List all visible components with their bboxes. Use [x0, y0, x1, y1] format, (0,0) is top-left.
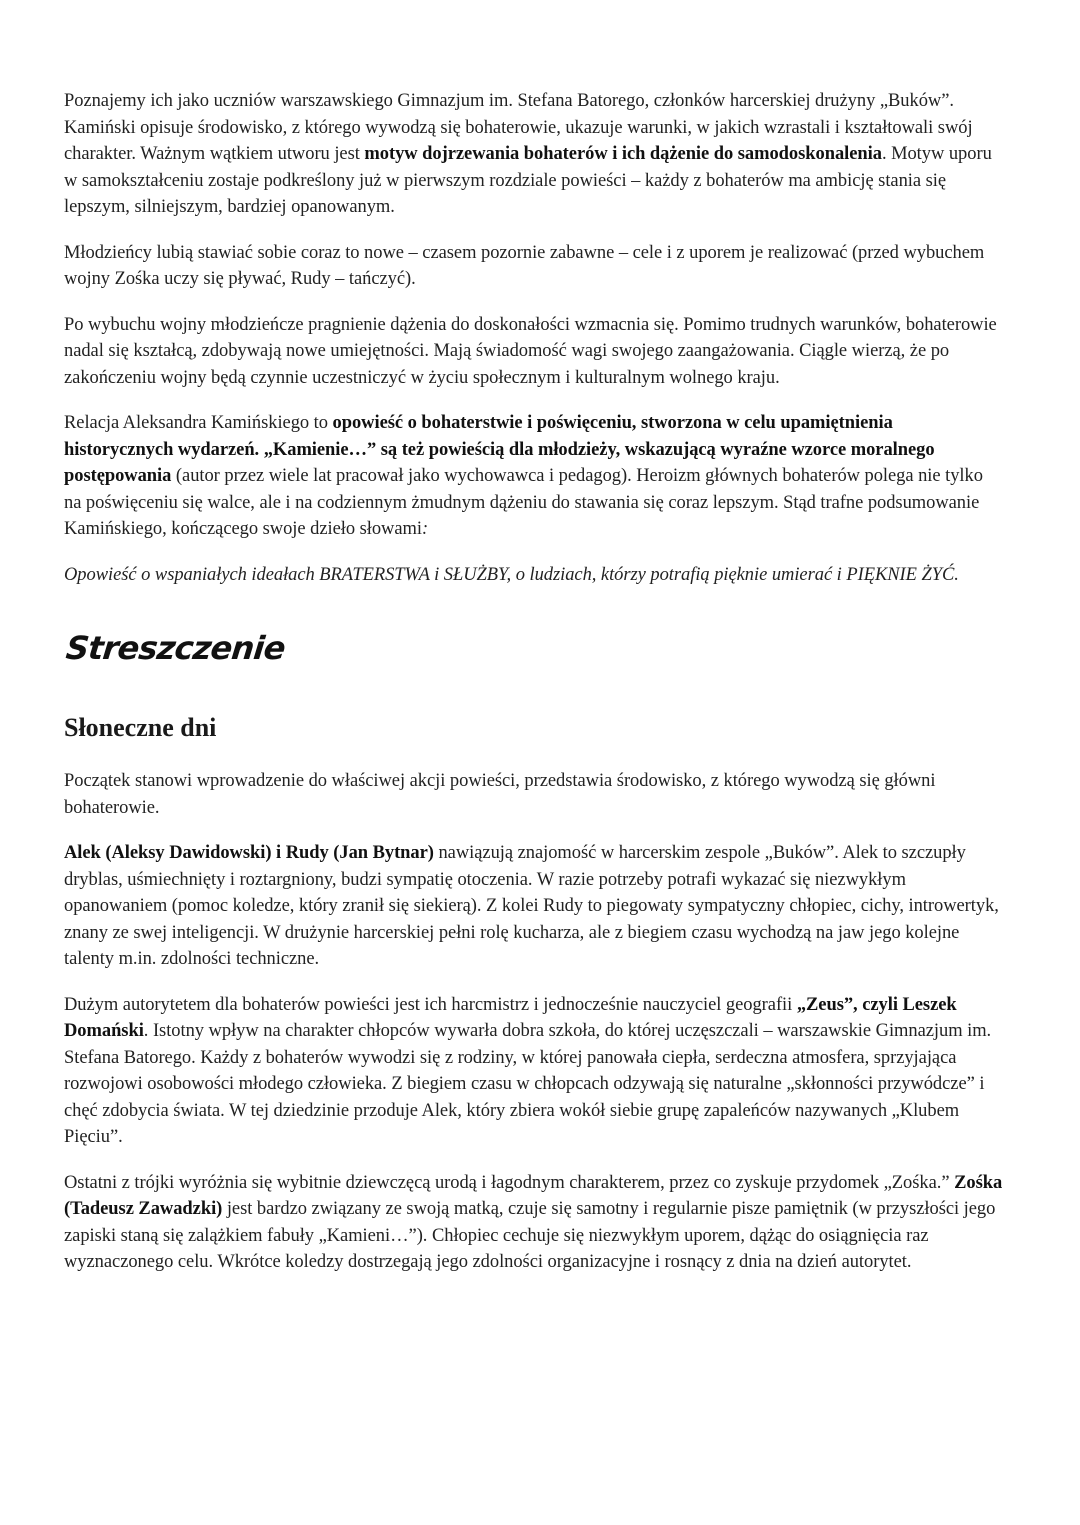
- bold-text: opowieść o bohaterstwie i poświęceniu, stworzona w celu upamiętnienia historycznych wydarzeń. „Kamienie…” są też powieścią dla młodzieży, wskazującą wyraźne wzorce moralnego postępowania: [64, 413, 935, 486]
- text-run: . Motyw uporu w samokształceniu zostaje podkreślony już w pierwszym rozdziale powieści – każdy z bohaterów ma ambicję stania się lepszym, silniejszym, bardziej opanowanym.: [64, 144, 992, 217]
- text-run: (autor przez wiele lat pracował jako wychowawca i pedagog). Heroizm głównych bohaterów polega nie tylko na poświęceniu się walce, ale i na codziennym żmudnym dążeniu do stawania się coraz lepszym. Stąd trafne podsumowanie Kamińskiego, kończącego swoje dzieło słowami: [64, 466, 983, 539]
- subsection-title: Słoneczne dni: [64, 713, 217, 742]
- bold-text: „Zeus”, czyli Leszek Domański: [64, 994, 957, 1041]
- summary-paragraph-zoska: [64, 1170, 1004, 1276]
- bold-text: Alek (Aleksy Dawidowski) i Rudy (Jan Bytnar): [64, 843, 434, 863]
- paragraph-relation: [64, 410, 1004, 543]
- summary-paragraph-intro: Początek stanowi wprowadzenie do właściwej akcji powieści, przedstawia środowisko, z którego wywodzą się główni bohaterowie.: [64, 771, 936, 818]
- text-run: jest bardzo związany ze swoją matką, czuje się samotny i regularnie pisze pamiętnik (w przyszłości jego zapiski staną się zalążkiem fabuły „Kamieni…”). Chłopiec cechuje się niezwykłym uporem, dążąc do osiągnięcia raz wyznaczonego celu. Wkrótce koledzy dostrzegają jego zdolności organizacyjne i rosnący z dnia na dzień autorytet.: [64, 1199, 996, 1272]
- text-run: . Istotny wpływ na charakter chłopców wywarła dobra szkoła, do której uczęszczali – warszawskie Gimnazjum im. Stefana Batorego. Każdy z bohaterów wywodzi się z rodziny, w której panowała ciepła, serdeczna atmosfera, sprzyjająca rozwojowi osobowości młodego człowieka. Z biegiem czasu w chłopcach odzywają się naturalne „skłonności przywódcze” i chęć zdobycia świata. W tej dziedzinie przoduje Alek, który zbiera wokół siebie grupę zapaleńców nazywanych „Klubem Pięciu”.: [64, 1021, 992, 1147]
- paragraph-war: Po wybuchu wojny młodzieńcze pragnienie dążenia do doskonałości wzmacnia się. Pomimo trudnych warunków, bohaterowie nadal się kształcą, zdobywają nowe umiejętności. Mają świadomość wagi swojego zaangażowania. Ciągle wierzą, że po zakończeniu wojny będą czynnie uczestniczyć w życiu społecznym i kulturalnym wolnego kraju.: [64, 314, 997, 388]
- text-run: Relacja Aleksandra Kamińskiego to: [64, 413, 333, 433]
- closing-quote: Opowieść o wspaniałych ideałach BRATERSTWA i SŁUŻBY, o ludziach, którzy potrafią pięknie umierać i PIĘKNIE ŻYĆ.: [64, 564, 959, 585]
- paragraph-intro: [64, 88, 1004, 221]
- text-run: nawiązują znajomość w harcerskim zespole „Buków”. Alek to szczupły dryblas, uśmiechnięty i roztargniony, budzi sympatię otoczenia. W razie potrzeby potrafi wykazać się niezwykłym opanowaniem (pomoc koledze, który zranił się siekierą). Z kolei Rudy to piegowaty sympatyczny chłopiec, cichy, introwertyk, znany ze swej inteligencji. W drużynie harcerskiej pełni rolę kucharza, ale z biegiem czasu wychodzą na jaw jego kolejne talenty m.in. zdolności techniczne.: [64, 843, 999, 969]
- bold-text: Zośka (Tadeusz Zawadzki): [64, 1172, 1003, 1219]
- paragraph-goals: Młodzieńcy lubią stawiać sobie coraz to nowe – czasem pozornie zabawne – cele i z uporem je realizować (przed wybuchem wojny Zośka uczy się pływać, Rudy – tańczyć).: [64, 242, 985, 289]
- summary-paragraph-zeus: [64, 992, 1004, 1151]
- document-page: [64, 88, 1004, 1276]
- section-title: Streszczenie: [64, 629, 287, 667]
- text-run: Dużym autorytetem dla bohaterów powieści jest ich harcmistrz i jednocześnie nauczyciel geografii: [64, 994, 797, 1015]
- summary-paragraph-alek-rudy: [64, 840, 1004, 973]
- text-run: :: [421, 519, 429, 539]
- text-run: Ostatni z trójki wyróżnia się wybitnie dziewczęcą urodą i łagodnym charakterem, przez co zyskuje przydomek „Zośka.”: [64, 1172, 955, 1193]
- text-run: Poznajemy ich jako uczniów warszawskiego Gimnazjum im. Stefana Batorego, członków harcerskiej drużyny „Buków”. Kamiński opisuje środowisko, z którego wywodzą się bohaterowie, ukazuje warunki, w jakich wzrastali i kształtowali swój charakter. Ważnym wątkiem utworu jest: [64, 91, 973, 164]
- bold-text: motyw dojrzewania bohaterów i ich dążenie do samodoskonalenia: [364, 144, 882, 164]
